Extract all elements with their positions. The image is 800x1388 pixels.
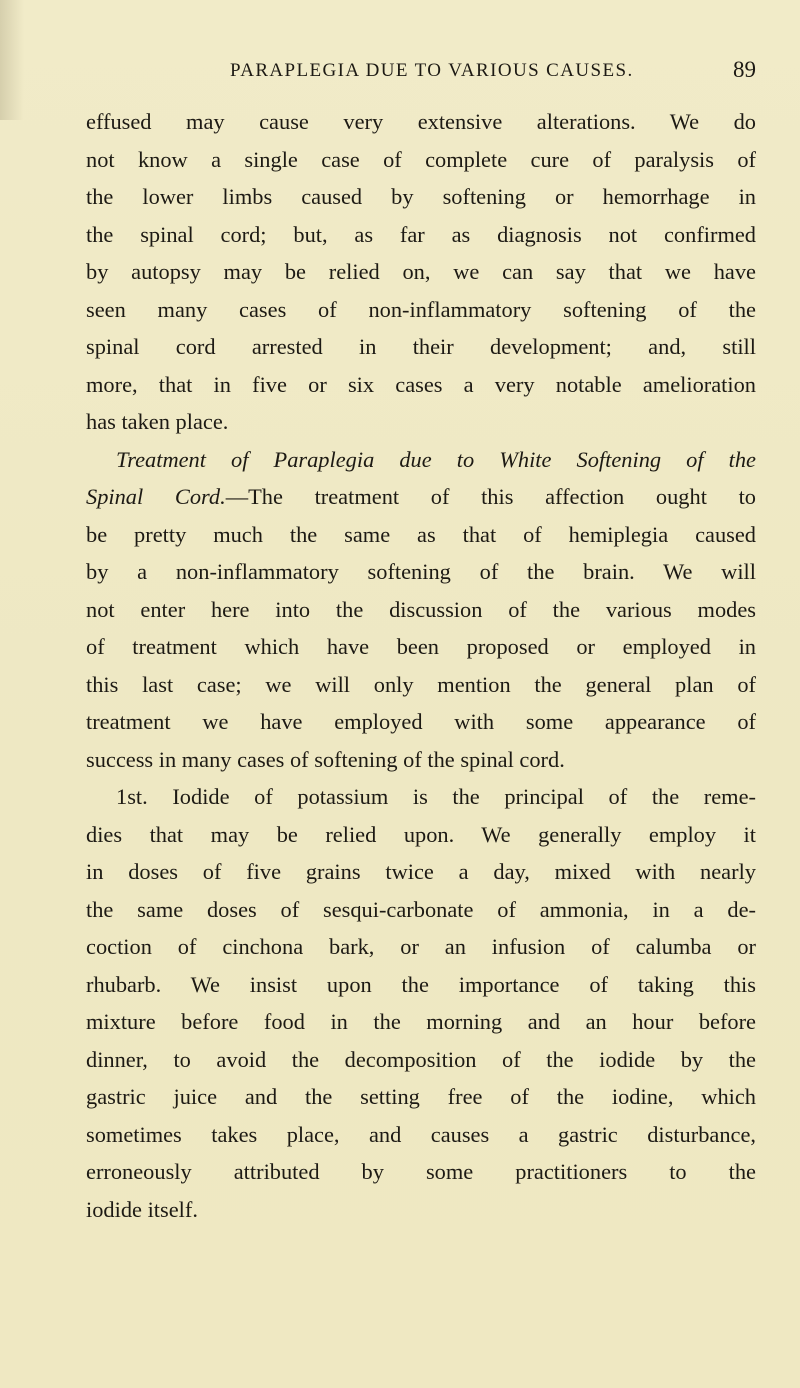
text-line: by autopsy may be relied on, we can say that we have (86, 259, 756, 284)
text-line: be pretty much the same as that of hemiplegia caused (86, 521, 756, 547)
text-line: success in many cases of softening of the spinal cord. (86, 746, 565, 772)
text-line: effused may cause very extensive alterations. We do (86, 109, 756, 134)
text-line: dies that may be relied upon. We generally employ it (86, 821, 756, 847)
text-line: iodide itself. (86, 1196, 198, 1222)
text-line: the lower limbs caused by softening or hemorrhage in (86, 184, 756, 209)
text-line: sometimes takes place, and causes a gastric disturbance, (86, 1121, 756, 1147)
text-line: has taken place. (86, 409, 229, 434)
text-line: spinal cord arrested in their development; and, still (86, 334, 756, 359)
text-line (86, 478, 756, 516)
text-line: the same doses of sesqui-carbonate of ammonia, in a de- (86, 896, 756, 922)
text-line: not enter here into the discussion of the various modes (86, 596, 756, 622)
body-text (86, 103, 756, 1228)
page-number: 89 (733, 57, 756, 82)
section-heading-italic-end: Spinal Cord. (86, 484, 226, 509)
text-line: dinner, to avoid the decomposition of the iodide by the (86, 1046, 756, 1072)
text-line: not know a single case of complete cure of paralysis of (86, 146, 756, 172)
section-heading-continuation: —The treatment of this affection ought to (225, 484, 756, 509)
numbered-paragraph-line: 1st. Iodide of potassium is the principal of the reme- (116, 784, 756, 809)
text-line: by a non-inflammatory softening of the brain. We will (86, 559, 756, 584)
text-line: erroneously attributed by some practitioners to the (86, 1159, 756, 1184)
section-heading-italic: Treatment of Paraplegia due to White Softening of the (116, 446, 756, 472)
text-line: gastric juice and the setting free of the iodine, which (86, 1084, 756, 1109)
text-line: mixture before food in the morning and an hour before (86, 1009, 756, 1034)
running-head: PARAPLEGIA DUE TO VARIOUS CAUSES. (230, 60, 634, 81)
page-header (0, 57, 800, 86)
section-heading-line (86, 441, 756, 479)
text-line: rhubarb. We insist upon the importance of taking this (86, 971, 756, 997)
text-line: of treatment which have been proposed or employed in (86, 634, 756, 659)
text-line: treatment we have employed with some appearance of (86, 709, 756, 734)
text-line: seen many cases of non-inflammatory softening of the (86, 296, 756, 322)
text-line: the spinal cord; but, as far as diagnosis not confirmed (86, 221, 756, 247)
text-line: more, that in five or six cases a very notable amelioration (86, 371, 756, 397)
text-line: coction of cinchona bark, or an infusion of calumba or (86, 934, 756, 959)
text-line: in doses of five grains twice a day, mixed with nearly (86, 859, 756, 884)
text-line: this last case; we will only mention the general plan of (86, 671, 756, 697)
